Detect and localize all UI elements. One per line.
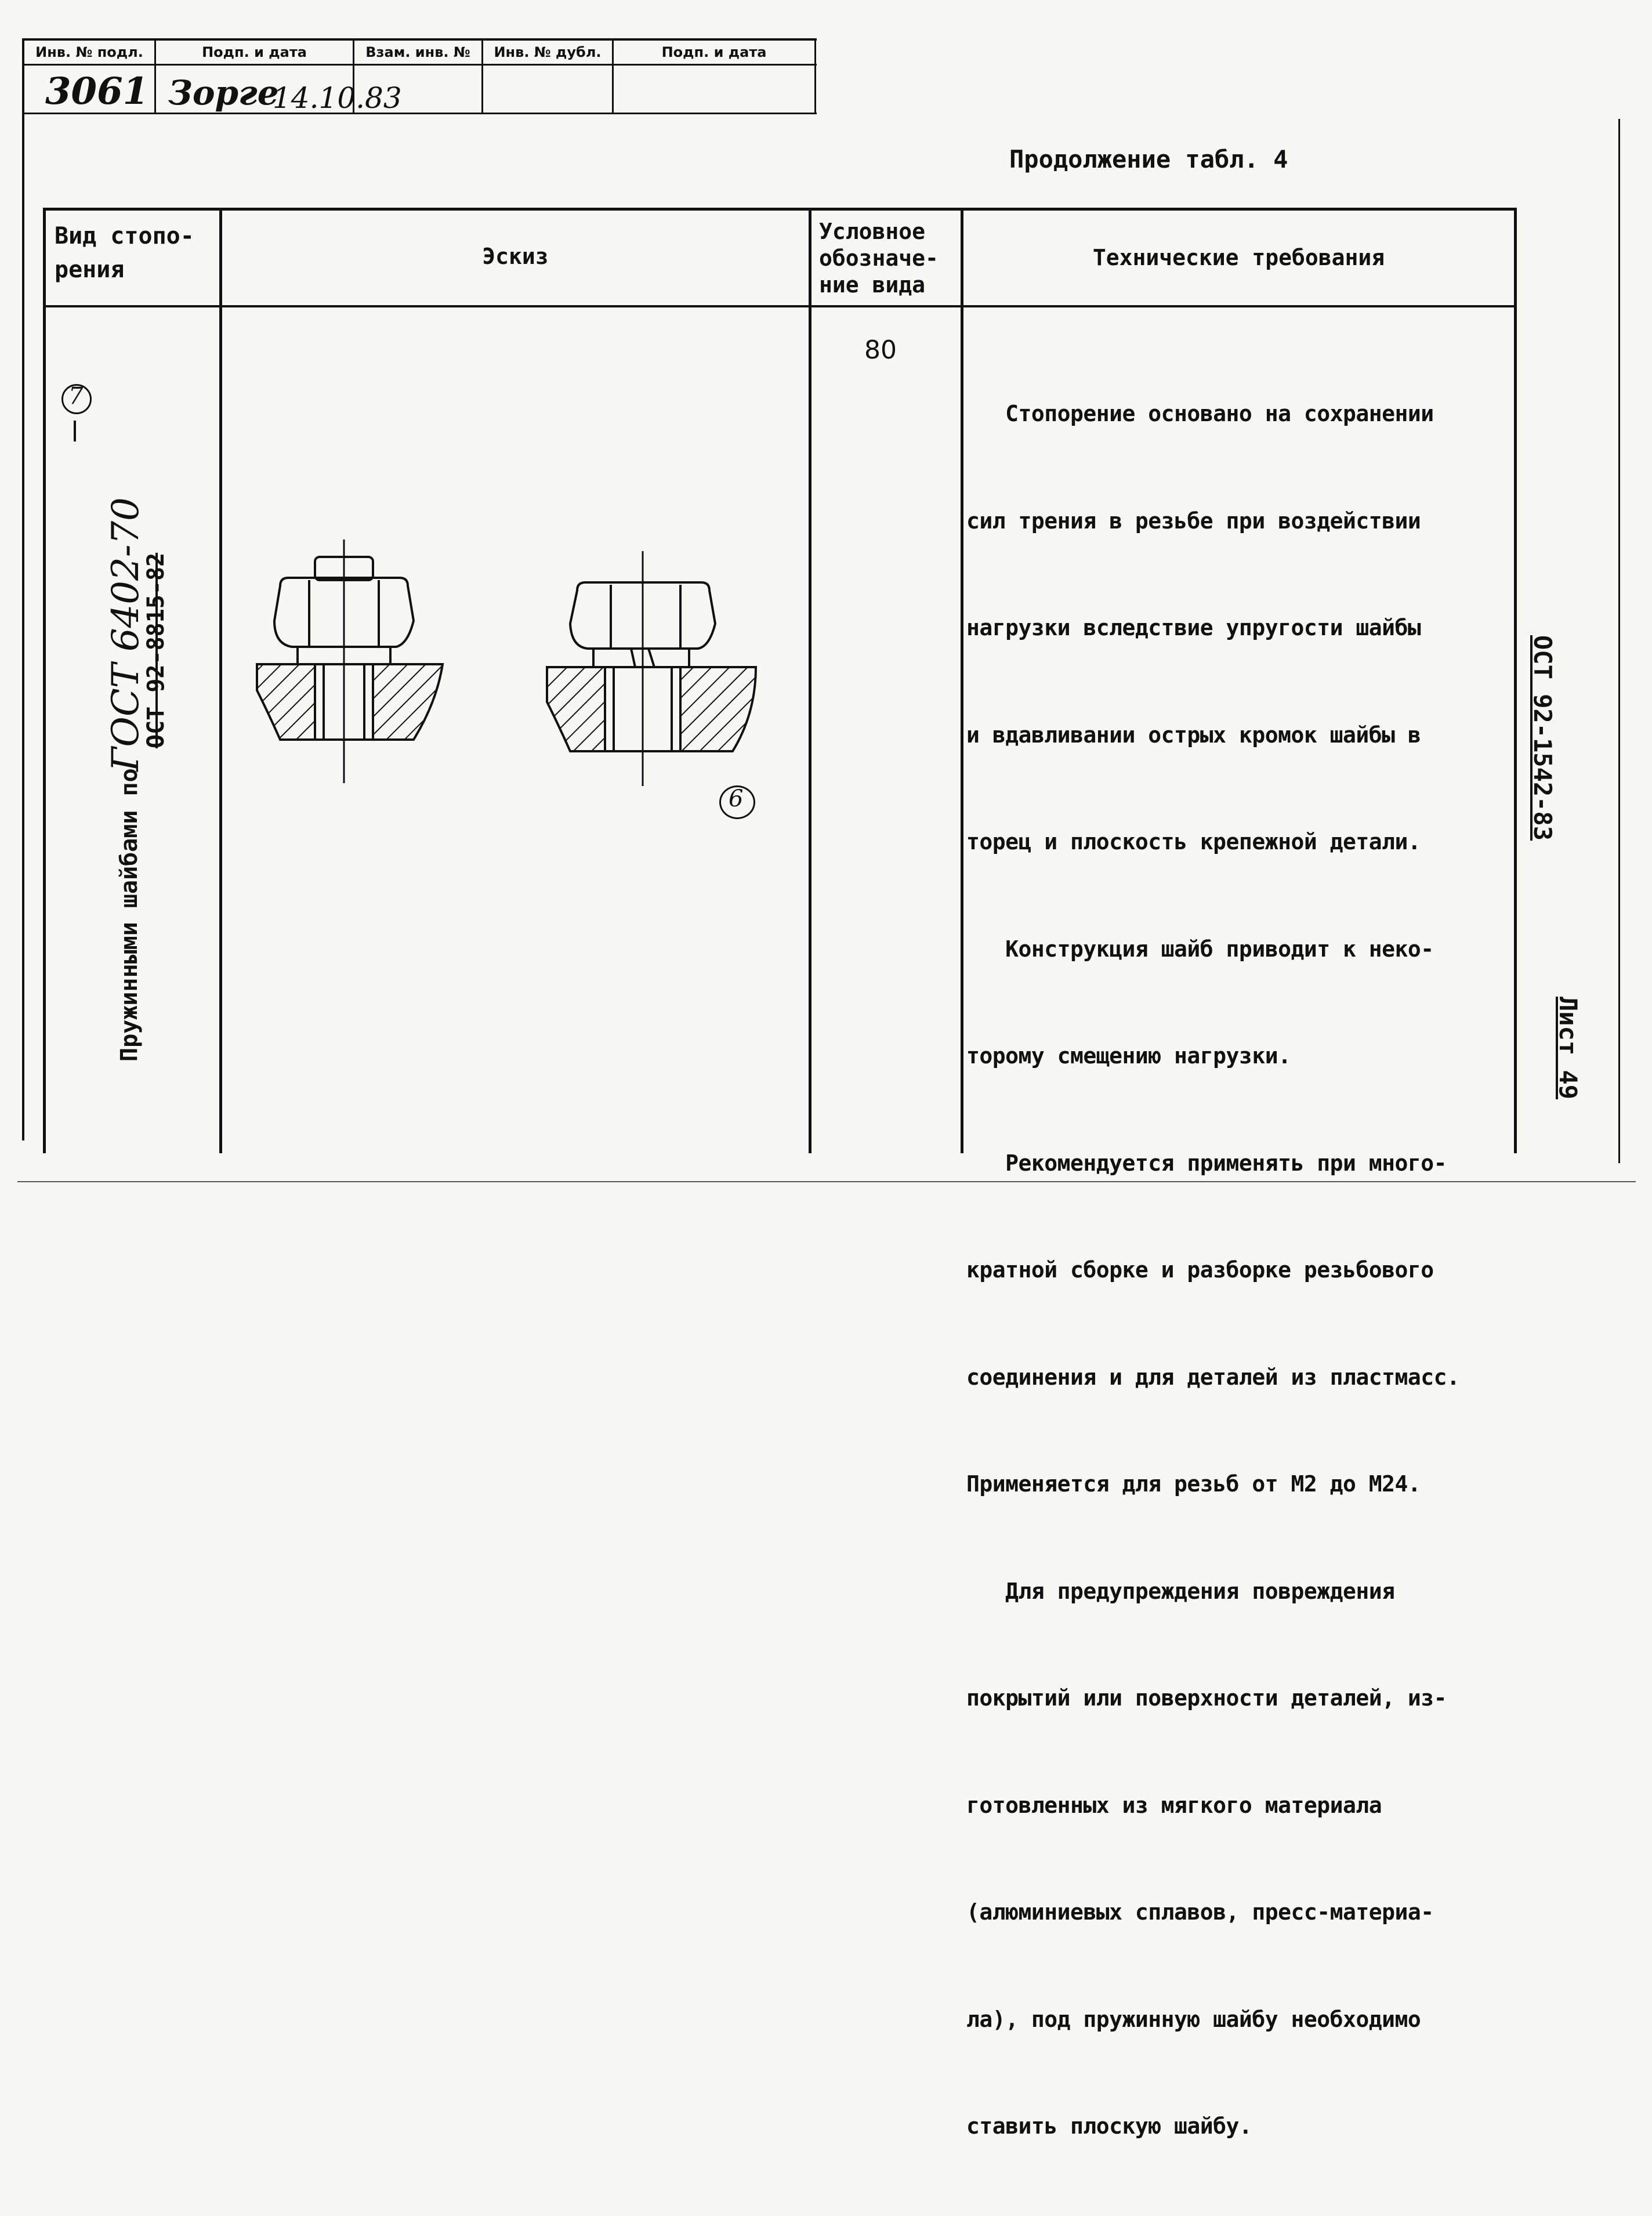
- requirements-line: Для предупреждения повреждения: [966, 1578, 1395, 1604]
- stamp-header-replace-inv: Взам. инв. №: [365, 44, 470, 60]
- right-assembly: [547, 551, 756, 786]
- requirements-line: Стопорение основано на сохранении: [966, 401, 1434, 426]
- right-border-line: [1618, 119, 1620, 1163]
- type-standard-struck: ОСТ 92-8815-82: [143, 552, 169, 748]
- header-type: Вид стопо- рения: [55, 223, 194, 283]
- requirements-line: Конструкция шайб приводит к неко-: [966, 936, 1434, 962]
- continuation-title: Продолжение табл. 4: [1009, 145, 1288, 173]
- requirements-line: (алюминиевых сплавов, пресс-материа-: [966, 1899, 1434, 1925]
- requirements-line: ставить плоскую шайбу.: [966, 2113, 1252, 2139]
- requirements-line: покрытий или поверхности деталей, из-: [966, 1685, 1447, 1711]
- stamp-header-sign-date: Подп. и дата: [202, 44, 307, 60]
- stamp-signature: Зорге: [168, 73, 279, 113]
- item-mark-dash: [74, 421, 76, 441]
- sketch-mark-number: 6: [729, 785, 744, 812]
- side-doc-code: ОСТ 92-1542-83: [1528, 635, 1557, 841]
- stamp-header-inv-dup: Инв. № дубл.: [494, 44, 602, 60]
- requirements-line: и вдавливании острых кромок шайбы в: [966, 722, 1421, 748]
- left-assembly: [257, 539, 443, 783]
- header-sketch: Эскиз: [482, 244, 549, 269]
- requirements-line: кратной сборке и разборке резьбового: [966, 1257, 1434, 1283]
- requirements-line: торому смещению нагрузки.: [966, 1043, 1291, 1069]
- requirements-line: Рекомендуется применять при много-: [966, 1150, 1447, 1176]
- stamp-inv-number: 3061: [45, 70, 149, 113]
- item-mark-number: 7: [68, 383, 84, 410]
- requirements-line: Применяется для резьб от М2 до М24.: [966, 1471, 1421, 1497]
- requirements-line: торец и плоскость крепежной детали.: [966, 829, 1421, 854]
- stamp-header-sign-date-2: Подп. и дата: [661, 44, 767, 60]
- type-label: Пружинными шайбами по: [116, 768, 143, 1062]
- stamp-header-inv-orig: Инв. № подл.: [35, 44, 143, 60]
- header-requirements: Технические требования: [1092, 245, 1385, 270]
- bottom-edge-line: [17, 1181, 1636, 1182]
- type-standard-handwritten: ГОСТ 6402-70: [104, 497, 147, 772]
- requirements-line: нагрузки вследствие упругости шайбы: [966, 615, 1421, 640]
- requirements-text: [966, 325, 1459, 2216]
- requirements-line: соединения и для деталей из пластмасс.: [966, 1364, 1460, 1390]
- side-sheet: Лист 49: [1554, 997, 1582, 1100]
- requirements-line: сил трения в резьбе при воздействии: [966, 508, 1421, 534]
- requirements-line: ла), под пружинную шайбу необходимо: [966, 2006, 1421, 2032]
- stamp-sign-date: 14.10.83: [273, 81, 402, 115]
- requirements-line: готовленных из мягкого материала: [966, 1792, 1382, 1818]
- designation-value: 80: [864, 335, 897, 365]
- header-designation: Условное обозначе- ние вида: [819, 219, 939, 298]
- sketch-drawing: [222, 307, 809, 1149]
